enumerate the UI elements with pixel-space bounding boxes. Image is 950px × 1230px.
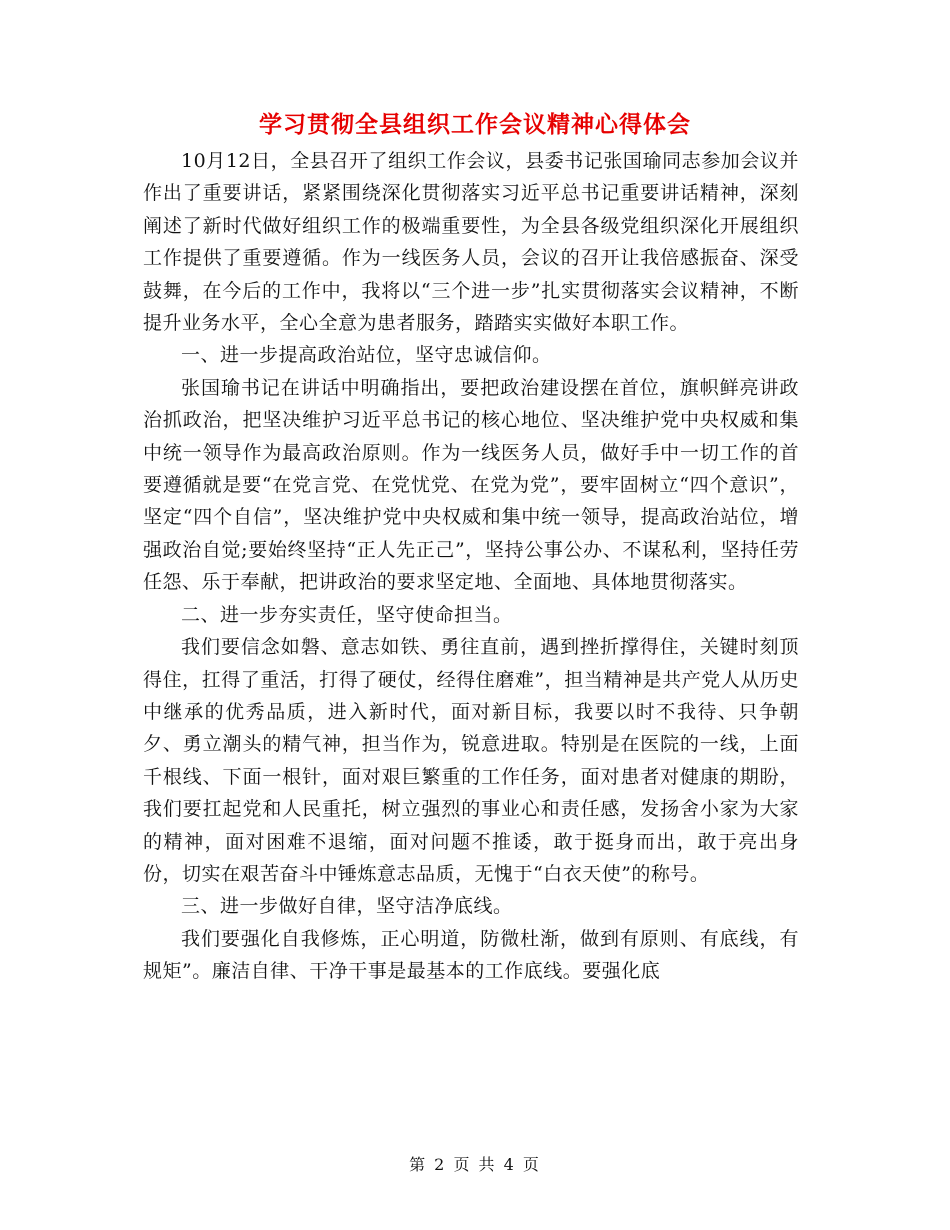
section-heading-3: 三、进一步做好自律，坚守洁净底线。: [181, 895, 513, 918]
paragraph-section-1: 张国瑜书记在讲话中明确指出，要把政治建设摆在首位，旗帜鲜亮讲政治抓政治，把坚决维护习近平总书记的核心地位、坚决维护党中央权威和集中统一领导作为最高政治原则。作为一线医务人员，做好手中一切工作的首要遵循就是要“在党言党、在党忧党、在党为党”，要牢固树立“四个意识”，坚定“四个自信”，坚决维护党中央权威和集中统一领导，提高政治站位，增强政治自觉;要始终坚持“正人先正己”，坚持公事公办、不谋私利，坚持任劳任怨、乐于奉献，把讲政治的要求坚定地、全面地、具体地贯彻落实。: [143, 376, 799, 594]
paragraph-intro: 10月12日，全县召开了组织工作会议，县委书记张国瑜同志参加会议并作出了重要讲话，紧紧围绕深化贯彻落实习近平总书记重要讲话精神，深刻阐述了新时代做好组织工作的极端重要性，为全县各级党组织深化开展组织工作提供了重要遵循。作为一线医务人员，会议的召开让我倍感振奋、深受鼓舞，在今后的工作中，我将以“三个进一步”扎实贯彻落实会议精神，不断提升业务水平，全心全意为患者服务，踏踏实实做好本职工作。: [143, 150, 799, 335]
paragraph-section-3: 我们要强化自我修炼，正心明道，防微杜渐，做到有原则、有底线，有规矩”。廉洁自律、干净干事是最基本的工作底线。要强化底: [143, 927, 799, 983]
document-title: 学习贯彻全县组织工作会议精神心得体会: [259, 111, 691, 138]
document-body: [143, 145, 799, 988]
paragraph-section-2: 我们要信念如磐、意志如铁、勇往直前，遇到挫折撑得住，关键时刻顶得住，扛得了重活，打得了硬仗，经得住磨难”，担当精神是共产党人从历史中继承的优秀品质，进入新时代，面对新目标，我要以时不我待、只争朝夕、勇立潮头的精气神，担当作为，锐意进取。特别是在医院的一线，上面千根线、下面一根针，面对艰巨繁重的工作任务，面对患者对健康的期盼，我们要扛起党和人民重托，树立强烈的事业心和责任感，发扬舍小家为大家的精神，面对困难不退缩，面对问题不推诿，敢于挺身而出，敢于亮出身份，切实在艰苦奋斗中锤炼意志品质，无愧于“白衣天使”的称号。: [143, 636, 799, 885]
page-footer: 第 2 页 共 4 页: [409, 1155, 541, 1174]
section-heading-1: 一、进一步提高政治站位，坚守忠诚信仰。: [181, 344, 552, 367]
section-heading-2: 二、进一步夯实责任，坚守使命担当。: [181, 603, 513, 626]
